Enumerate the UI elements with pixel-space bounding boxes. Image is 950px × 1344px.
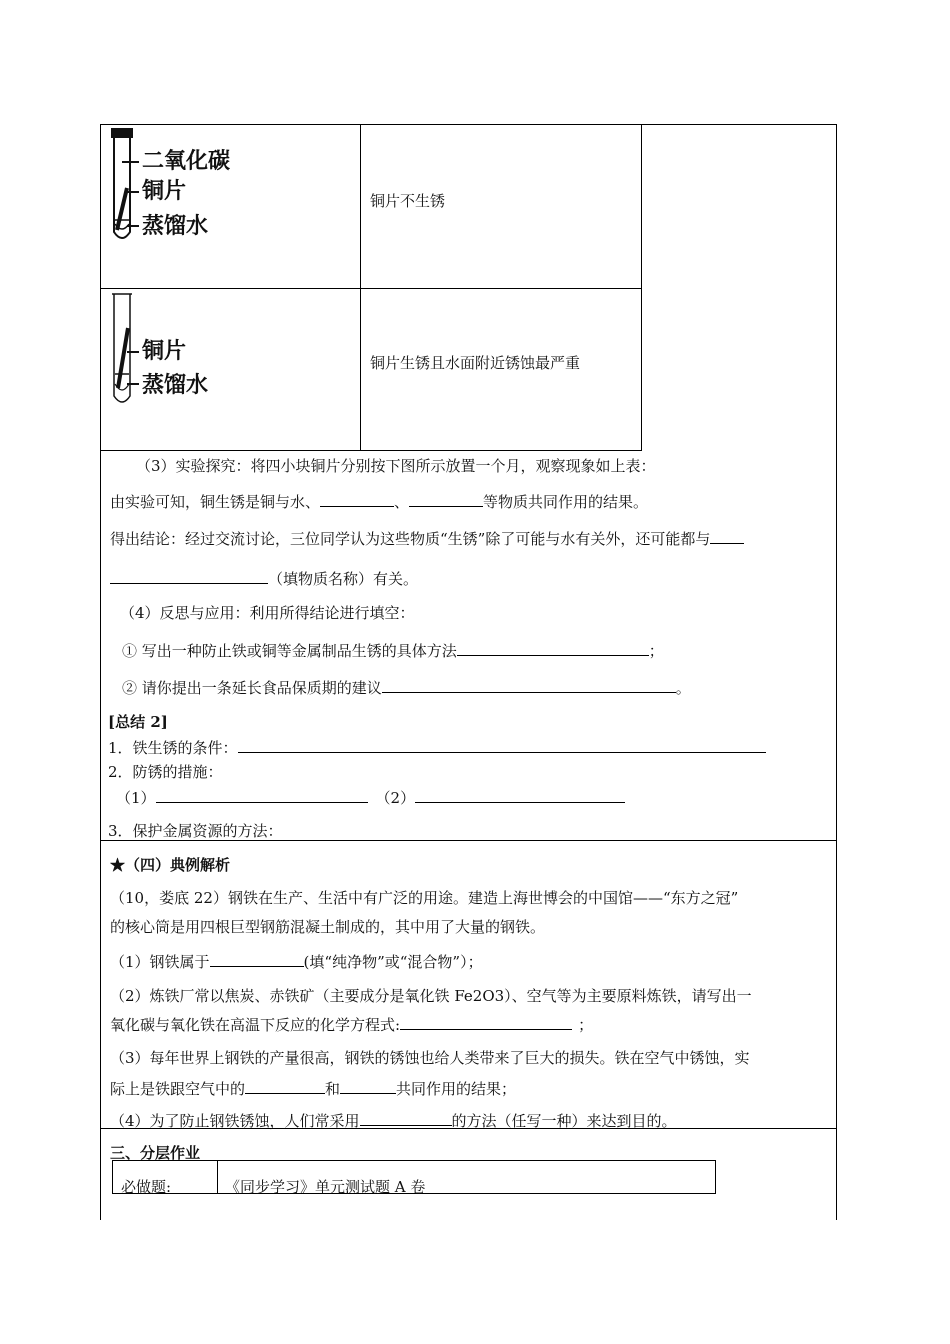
- homework-table: [112, 1160, 716, 1194]
- inner-table-col2: [641, 124, 642, 450]
- tube1-label-water: 蒸馏水: [142, 214, 209, 239]
- blank-air-component-1[interactable]: [245, 1078, 325, 1094]
- homework-label: 必做题:: [121, 1178, 172, 1196]
- q2-end: 。: [675, 679, 691, 697]
- example-q3b-and: 和: [325, 1080, 341, 1098]
- example-q1: [110, 951, 483, 972]
- example-q2a: （2）炼铁厂常以焦炭、赤铁矿（主要成分是氧化铁 Fe2O3）、空气等为主要原料炼铁，请写出一: [110, 987, 752, 1005]
- homework-title: 三、分层作业: [110, 1144, 201, 1162]
- example-q3b: [110, 1078, 516, 1099]
- experiment-conclusion-b: [110, 528, 744, 549]
- example-q4: [110, 1110, 677, 1131]
- example-q4-text: （4）为了防止钢铁锈蚀，人们常采用: [110, 1112, 360, 1130]
- summary-item2: 2．防锈的措施：: [108, 763, 223, 781]
- tube1-label-co2: 二氧化碳: [142, 149, 231, 174]
- inner-table-col1: [360, 124, 361, 450]
- example-q1-text: （1）钢铁属于: [110, 953, 210, 971]
- example-q3b-text: 际上是铁跟空气中的: [110, 1080, 246, 1098]
- summary-title: [总结 2]: [108, 713, 168, 731]
- blank-rust-conditions[interactable]: [238, 737, 766, 753]
- conclusion-a-part2: 、: [394, 493, 410, 511]
- example-q2b-end: ；: [578, 1016, 594, 1034]
- blank-protection-method[interactable]: [360, 1110, 452, 1126]
- tube2-label-water: 蒸馏水: [142, 373, 209, 398]
- example-q4-end: 的方法（任写一种）来达到目的。: [451, 1112, 677, 1130]
- tube1-label-copper: 铜片: [142, 179, 187, 204]
- conclusion-a-part1: 由实验可知，铜生锈是铜与水、: [110, 493, 321, 511]
- conclusion-a-part3: 等物质共同作用的结果。: [483, 493, 649, 511]
- blank-substance-name-1[interactable]: [710, 528, 744, 544]
- experiment-q1: [122, 640, 664, 661]
- blank-measure-1[interactable]: [156, 787, 368, 803]
- summary-item2-a-label: （1）: [116, 789, 156, 807]
- summary-item2-b-label: （2）: [375, 789, 416, 807]
- blank-rust-prevention[interactable]: [457, 640, 649, 656]
- homework-table-divider: [217, 1161, 218, 1193]
- row2-result: 铜片生锈且水面附近锈蚀最严重: [370, 354, 581, 372]
- blank-substance-1[interactable]: [320, 491, 394, 507]
- summary-item1-text: 1．铁生锈的条件：: [108, 739, 238, 757]
- blank-measure-2[interactable]: [415, 787, 625, 803]
- blank-air-component-2[interactable]: [340, 1078, 396, 1094]
- inner-table-row-divider: [100, 288, 642, 289]
- example-p1: （10，娄底 22）钢铁在生产、生活中有广泛的用途。建造上海世博会的中国馆——“东方之冠”: [110, 889, 739, 907]
- row1-result: 铜片不生锈: [370, 192, 446, 210]
- homework-value: 《同步学习》单元测试题 A 卷: [225, 1178, 426, 1196]
- q2-text: ② 请你提出一条延长食品保质期的建议: [122, 679, 382, 697]
- summary-item1: [108, 737, 766, 758]
- blank-food-preservation[interactable]: [382, 677, 676, 693]
- experiment-conclusion-a: [110, 491, 648, 512]
- q1-text: ① 写出一种防止铁或铜等金属制品生锈的具体方法: [122, 642, 457, 660]
- blank-substance-2[interactable]: [409, 491, 483, 507]
- example-q1-hint: (填“纯净物”或“混合物”）；: [303, 953, 483, 971]
- tube2-label-copper: 铜片: [142, 339, 187, 364]
- conclusion-b-part2: （填物质名称）有关。: [268, 570, 419, 588]
- summary-item2-answers: [116, 787, 625, 808]
- conclusion-b-part1: 得出结论：经过交流讨论，三位同学认为这些物质“生锈”除了可能与水有关外，还可能都与: [110, 530, 711, 548]
- example-title: ★（四）典例解析: [110, 856, 231, 874]
- summary-item3: 3．保护金属资源的方法：: [108, 822, 283, 840]
- experiment-conclusion-b-cont: [110, 568, 418, 589]
- example-q2b: [110, 1014, 593, 1035]
- blank-substance-name-2[interactable]: [110, 568, 268, 584]
- q1-end: ；: [648, 642, 664, 660]
- outer-border-top: [100, 124, 837, 125]
- example-q2b-text: 氧化碳与氧化铁在高温下反应的化学方程式:: [110, 1016, 401, 1034]
- blank-chemical-equation[interactable]: [400, 1014, 572, 1030]
- experiment-step4: （4）反思与应用：利用所得结论进行填空：: [120, 604, 415, 622]
- outer-border-right: [836, 124, 837, 1220]
- example-p2: 的核心筒是用四根巨型钢筋混凝土制成的，其中用了大量的钢铁。: [110, 918, 546, 936]
- blank-steel-type[interactable]: [210, 951, 304, 967]
- experiment-step3: （3）实验探究：将四小块铜片分别按下图所示放置一个月，观察现象如上表：: [136, 457, 656, 475]
- inner-table-bottom: [100, 450, 642, 451]
- experiment-q2: [122, 677, 691, 698]
- example-q3a: （3）每年世界上钢铁的产量很高，钢铁的锈蚀也给人类带来了巨大的损失。铁在空气中锈蚀，实: [110, 1049, 750, 1067]
- example-q3b-end: 共同作用的结果；: [396, 1080, 517, 1098]
